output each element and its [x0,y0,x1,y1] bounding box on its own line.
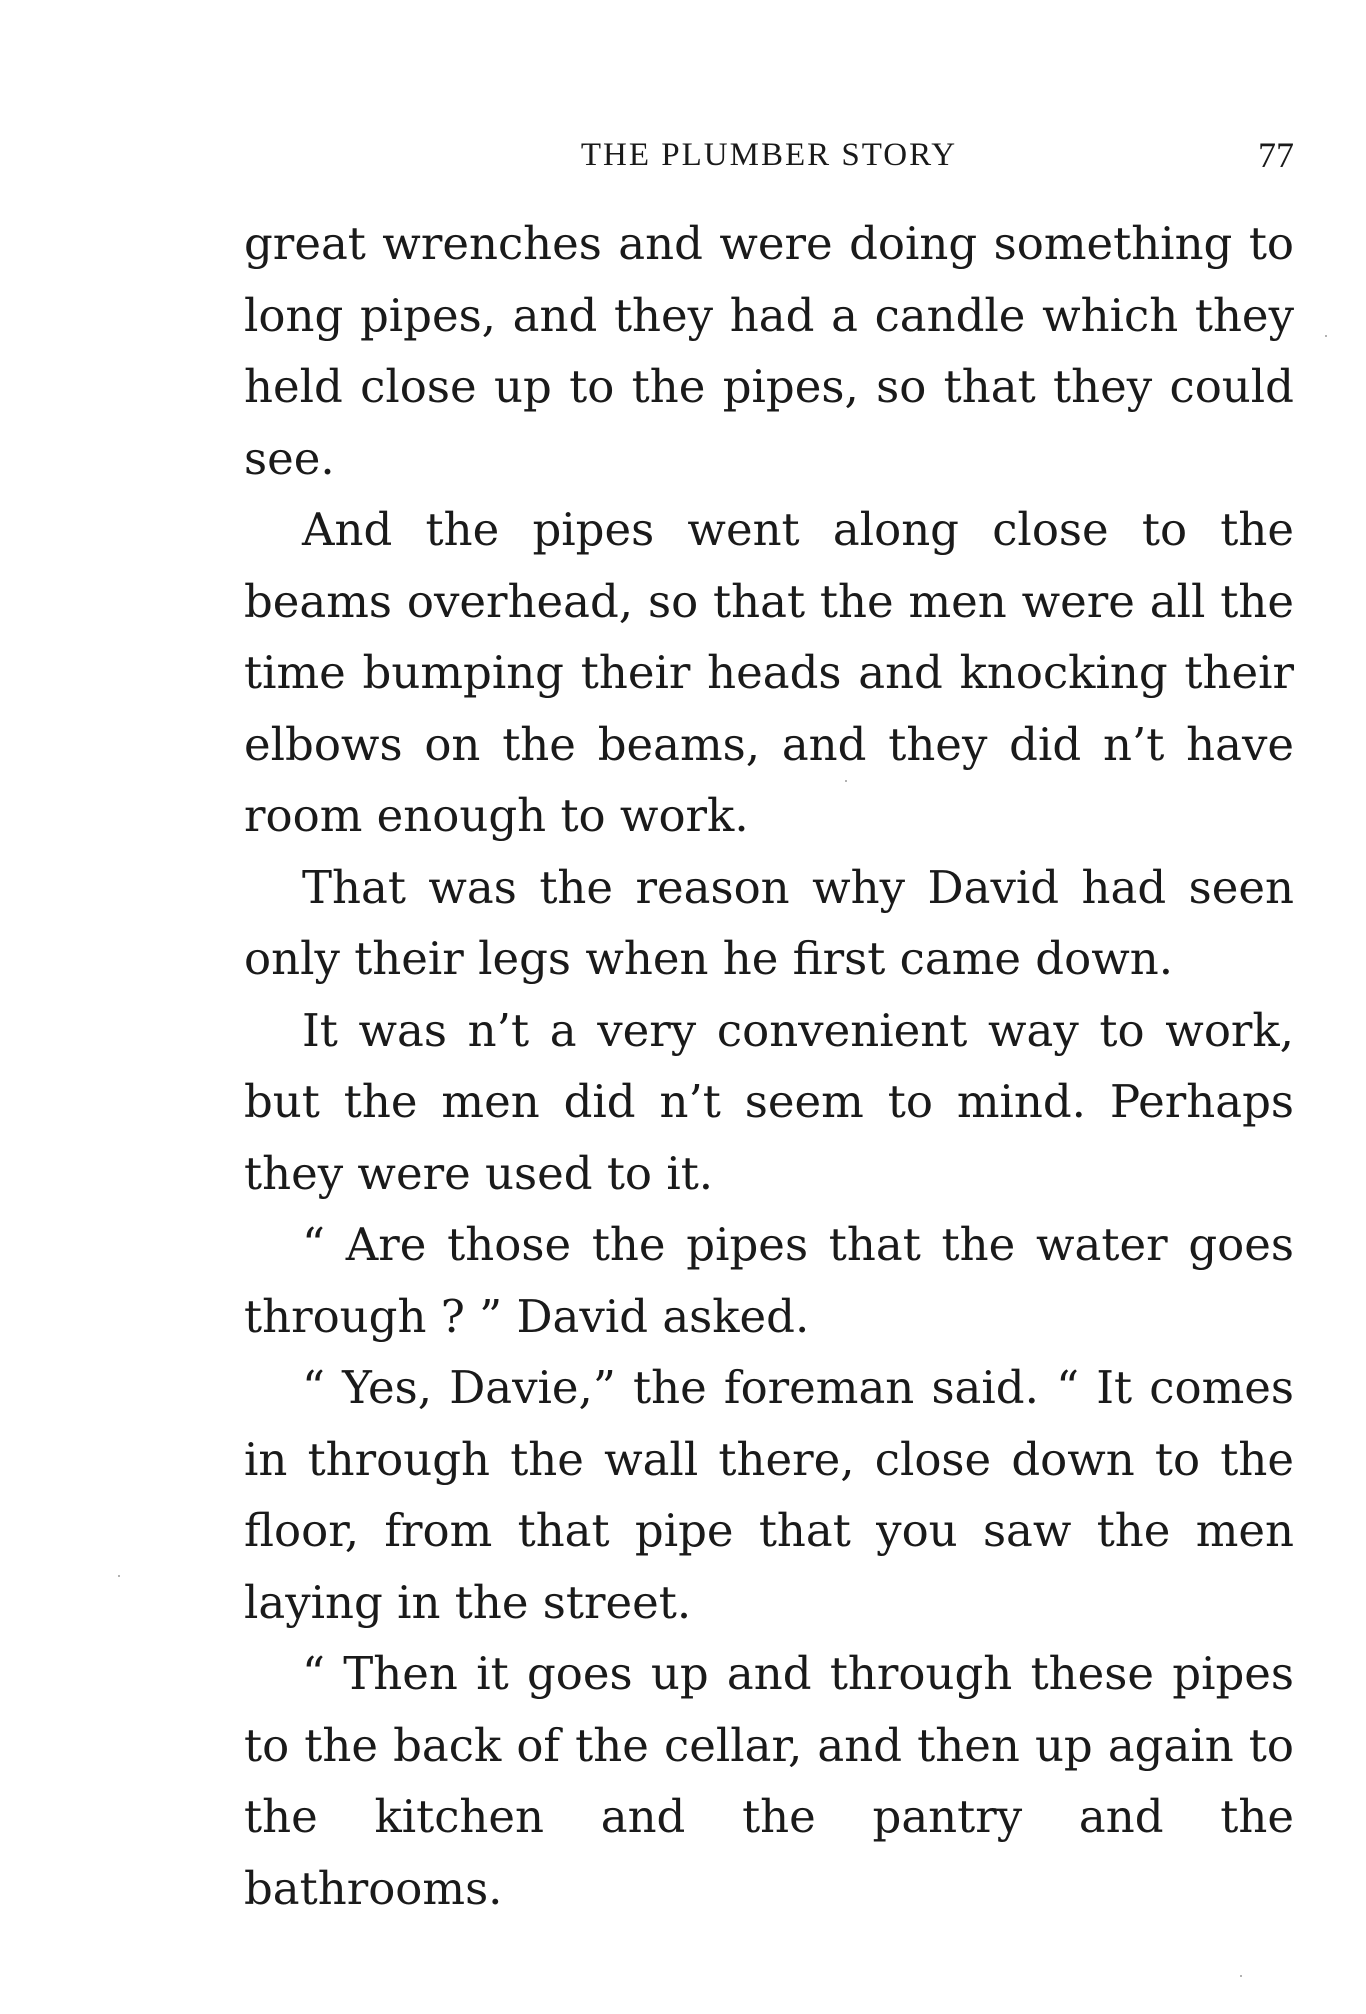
paragraph-5: “ Are those the pipes that the water goes through ? ” David asked. [244,1218,1294,1343]
scan-speck [1240,1975,1242,1977]
paragraph-3: That was the reason why David had seen only their legs when he first came down. [244,860,1294,985]
paragraph-2: And the pipes went along close to the beams overhead, so that the men were all the time bumping their heads and knocking their elbows on the beams, and they did n’t have room enough to work. [244,503,1294,842]
page-number: 77 [1258,135,1294,175]
paragraph-4: It was n’t a very convenient way to work, but the men did n’t seem to mind. Perhaps they were used to it. [244,1003,1294,1200]
scan-speck [118,1575,120,1577]
paragraph-6: “ Yes, Davie,” the foreman said. “ It comes in through the wall there, close down to the floor, from that pipe that you saw the men laying in the street. [244,1361,1294,1629]
body-text [244,208,1294,1924]
paragraph-1: great wrenches and were doing something to long pipes, and they had a candle which they held close up to the pipes, so that they could see. [244,217,1294,485]
scan-speck [1325,335,1327,337]
running-title: THE PLUMBER STORY [580,137,958,173]
paragraph-7: “ Then it goes up and through these pipes to the back of the cellar, and then up again to the kitchen and the pantry and the bathrooms. [244,1647,1294,1915]
scan-speck [845,780,847,782]
running-head [244,130,1294,180]
